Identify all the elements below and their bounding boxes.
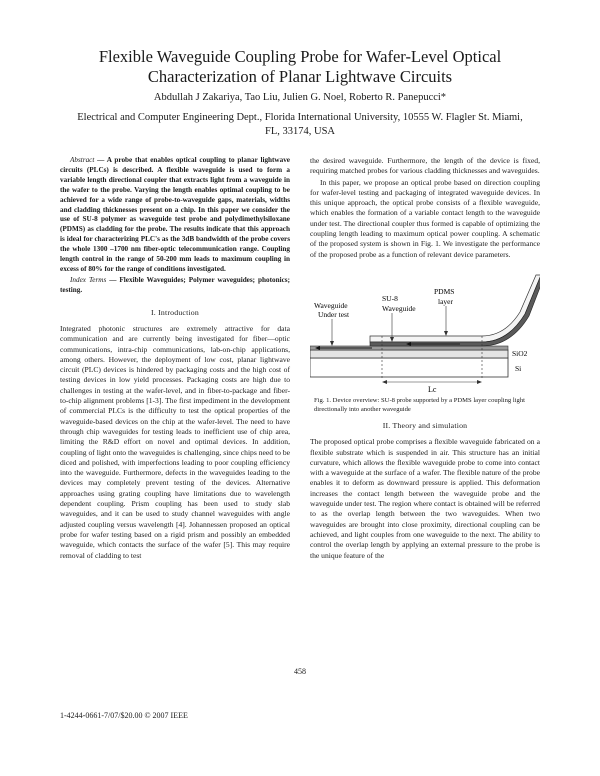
index-terms — [60, 276, 290, 296]
paper-title — [40, 47, 560, 87]
section-heading-introduction: I. Introduction — [150, 307, 200, 317]
waveguide-under-test-label: Waveguide — [314, 301, 348, 310]
section-heading-theory: II. Theory and simulation — [382, 421, 468, 430]
index-terms-text: — Flexible Waveguides; Polymer waveguides; photonics; testing. — [60, 275, 290, 294]
author-list: Abdullah J Zakariya, Tao Liu, Julien G. Noel, Roberto R. Panepucci* — [153, 92, 447, 103]
figure-1-caption: Fig. 1. Device overview: SU-8 probe supported by a PDMS layer coupling light directionally into another waveguide — [314, 397, 525, 413]
affiliation — [70, 111, 530, 139]
intro-paragraph: Integrated photonic structures are extremely attractive for data communication and are currently being investigated for fiber—optic communications, intra-chip communications, lab-on-chip applications, among others. However, the deployment of low cost, planar lightwave circuit (PLC) devices is hindered by packaging costs and the high cost of testing devices in low yield processes. Packaging costs are high due to challenges in testing at the wafer-level, and in fiber-to-package and fiber-to-chip alignment problems [1-3]. The first impediment in the development of commercial PLCs is the difficulty to test the optical properties of the waveguide-based devices on the chip at the wafer-level. The need to have through chip waveguides for testing leads to inefficient use of chip area, limiting the R&D effort on novel and optimal devices. In addition, coupling of light onto the waveguides is challenging, since chips need to be diced and polished, with imperfections leading to poor coupling efficiency into the waveguide. Furthermore, defects in the waveguides leading to the devices may completely prevent testing of the devices. Alternative approaches using grating coupling have limitations due to wavelength dependent coupling. Prism coupling has been used to study slab waveguides, and it can be used to study channel waveguides with angle adjusted coupling versus wavelength [4]. Johannessen proposed an optical probe for wafer testing based on a rigid prism and possibly an embedded waveguide, which contacts the surface of the wafer [5]. This may require removal of cladding to test — [60, 323, 290, 560]
affiliation-line-1: Electrical and Computer Engineering Dept., Florida International University, 10555 W. Flagler St. Miami, — [77, 112, 523, 123]
page-number: 458 — [294, 667, 306, 676]
pdms-label-2: layer — [438, 297, 453, 306]
arrow-head — [382, 380, 387, 384]
si-substrate — [310, 358, 508, 377]
sio2-layer — [310, 350, 508, 358]
su8-label-2: Waveguide — [382, 304, 416, 313]
sio2-label: SiO2 — [512, 349, 528, 358]
right-paragraph-2: In this paper, we propose an optical probe based on direction coupling for wafer-level testing and packaging of integrated waveguide devices. In this unique approach, the optical probe consists of a flexible waveguide, which enables the formation of a variable contact length to the waveguide under test. The directional coupler thus formed is capable of optimizing the coupling length leading to maximum optical power coupling. A schematic of the proposed system is shown in Fig. 1. We investigate the performance of the proposed probe as a function of relevant device parameters. — [310, 177, 540, 259]
arrow-head — [477, 380, 482, 384]
su8-label: SU-8 — [382, 294, 398, 303]
arrow-head — [330, 341, 334, 346]
figure-1-diagram — [310, 270, 540, 396]
abstract — [60, 156, 290, 275]
left-column — [60, 156, 290, 561]
theory-paragraph: The proposed optical probe comprises a flexible waveguide fabricated on a flexible substrate which is suspended in air. This structure has an initial curvature, which allows the flexible waveguide probe to come into contact with a waveguide at the surface of a wafer. The flexible nature of the probe enables it to deform as downward pressure is applied. This deformation increases the contact length between the waveguide probe and the waveguide under test. The region where contact is obtained will be referred to as the overlap length between the two waveguides. When two waveguides are brought into close proximity, directional coupling can be achieved, and light couples from one waveguide to the next. The ability to control the overlap length by applying an external pressure to the probe is the unique feature of the — [310, 437, 540, 560]
right-column — [310, 156, 540, 260]
affiliation-line-2: FL, 33174, USA — [264, 126, 335, 137]
right-column-lower — [310, 421, 540, 561]
right-paragraph-1: the desired waveguide. Furthermore, the length of the device is fixed, requiring matched probes for various cladding thicknesses and waveguides. — [310, 156, 540, 176]
abstract-text: — A probe that enables optical coupling to planar lightwave circuits (PLCs) is described. A flexible waveguide is used to form a variable length directional coupler that extracts light from a waveguide in the wafer to the probe. Varying the length enables optimal coupling to be achieved for a wide range of probe-to-waveguide gaps, materials, widths and cladding thicknesses present on a chip. In this paper we consider the use of SU-8 polymer as waveguide test probe and polydimethylsiloxane (PDMS) as cladding for the probe. The results indicate that this approach is ideal for characterizing PLC's as the 3dB bandwidth of the probe covers the whole 1300 –1700 nm fiber-optic telecommunication range. Coupling length control in the range of 50-200 mm leads to maximum coupling in excess of 80% for the range of conditions investigated. — [60, 156, 290, 273]
waveguide-under-test-label-2: Under test — [318, 310, 350, 319]
arrow-head — [444, 331, 448, 336]
index-terms-label: Index Terms — [70, 275, 107, 284]
title-line-2: Characterization of Planar Lightwave Circuits — [147, 67, 453, 86]
pdms-label: PDMS — [434, 287, 455, 296]
abstract-label: Abstract — [70, 156, 95, 164]
title-line-1: Flexible Waveguide Coupling Probe for Wafer-Level Optical — [98, 47, 502, 66]
copyright-footer: 1-4244-0661-7/07/$20.00 © 2007 IEEE — [60, 711, 188, 720]
lc-label: Lc — [428, 385, 437, 394]
si-label: Si — [515, 364, 522, 373]
